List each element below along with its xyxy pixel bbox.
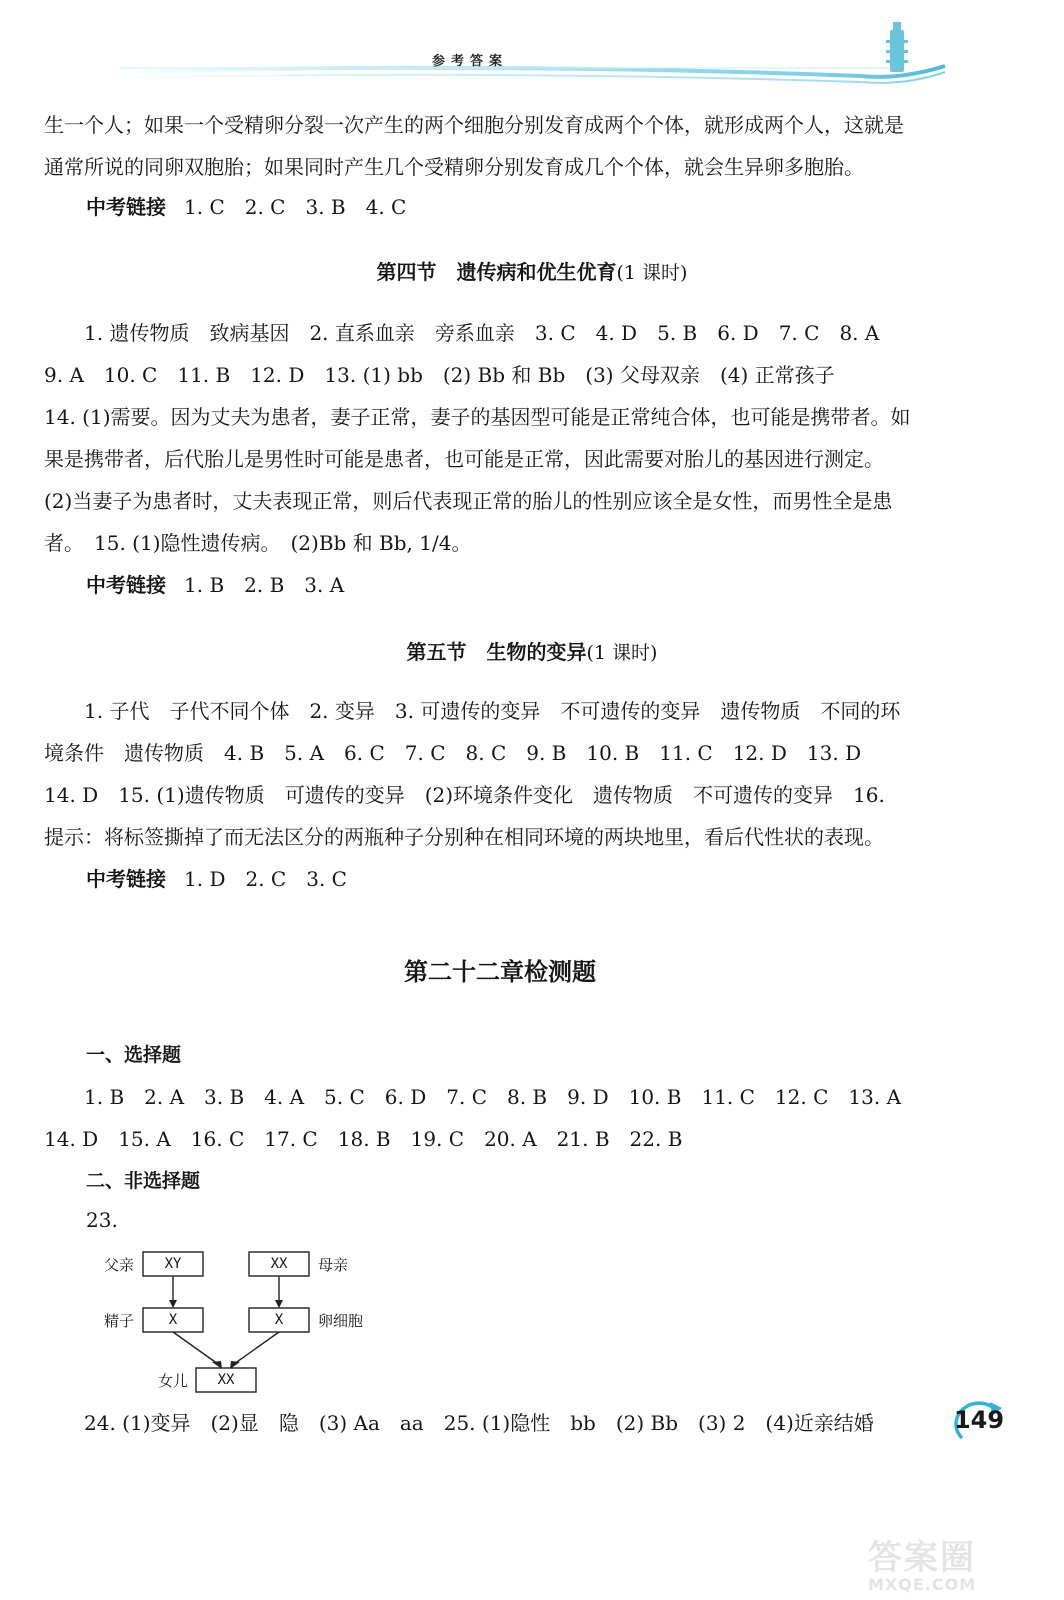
watermark-big: 答案圈	[868, 1538, 976, 1578]
part-1-heading: 一、选择题	[86, 1044, 182, 1066]
page-number: 149	[953, 1406, 1005, 1434]
section-title-text: 第四节 遗传病和优生优育	[376, 260, 617, 284]
arrow-down-icon	[169, 1300, 177, 1308]
watermark-small: MXQE.COM	[868, 1575, 977, 1594]
daughter-label: 女儿	[158, 1372, 189, 1390]
text-line: 境条件 遗传物质 4. B 5. A 6. C 7. C 8. C 9. B 10. B 11. C 12. D 13. D	[44, 741, 862, 765]
text-line: 1. 子代 子代不同个体 2. 变异 3. 可遗传的变异 不可遗传的变异 遗传物质 不同的环	[84, 699, 901, 723]
section-title-text: 第五节 生物的变异	[406, 640, 587, 664]
part-2-heading: 二、非选择题	[86, 1170, 201, 1192]
text-line: 14. D 15. A 16. C 17. C 18. B 19. C 20. A 21. B 22. B	[44, 1127, 683, 1151]
text-line: 生一个人；如果一个受精卵分裂一次产生的两个细胞分别发育成两个个体，就形成两个人，这就是	[44, 113, 904, 137]
egg-genotype: X	[274, 1312, 284, 1328]
page-header	[0, 0, 1064, 100]
exam-link-label: 中考链接	[86, 573, 166, 597]
section-5-title	[0, 636, 1064, 665]
text-line: 提示：将标签撕掉了而无法区分的两瓶种子分别种在相同环境的两块地里，看后代性状的表现。	[44, 825, 884, 849]
text-line: 14. (1)需要。因为丈夫为患者，妻子正常，妻子的基因型可能是正常纯合体，也可能是携带者。如	[44, 405, 911, 429]
exam-link-1	[86, 192, 406, 222]
exam-link-label: 中考链接	[86, 867, 166, 891]
section-5-answers	[44, 690, 949, 858]
page-number-badge	[952, 1400, 1008, 1450]
exam-link-answers: 1. D 2. C 3. C	[184, 867, 347, 891]
tower-icon	[886, 22, 908, 72]
text-line: (2)当妻子为患者时，丈夫表现正常，则后代表现正常的胎儿的性别应该全是女性，而男性全是患	[44, 489, 893, 513]
site-watermark	[868, 1540, 1048, 1595]
text-line: 1. 遗传物质 致病基因 2. 直系血亲 旁系血亲 3. C 4. D 5. B 6. D 7. C 8. A	[84, 321, 880, 345]
header-title: 参考答案	[431, 54, 508, 69]
question-23-label: 23.	[86, 1208, 118, 1232]
section-title-sub: (1 课时)	[586, 642, 658, 664]
exam-link-2	[86, 570, 344, 600]
text-line: 1. B 2. A 3. B 4. A 5. C 6. D 7. C 8. B 9. D 10. B 11. C 12. C 13. A	[84, 1085, 902, 1109]
sperm-genotype: X	[168, 1312, 178, 1328]
section-title-sub: (1 课时)	[616, 262, 688, 284]
mother-label: 母亲	[318, 1256, 349, 1274]
heredity-diagram	[0, 1240, 420, 1400]
text-line: 9. A 10. C 11. B 12. D 13. (1) bb (2) Bb 和 Bb (3) 父母双亲 (4) 正常孩子	[44, 363, 835, 387]
chapter-title: 第二十二章检测题	[404, 958, 596, 986]
exam-link-label: 中考链接	[86, 195, 166, 219]
exam-link-answers: 1. C 2. C 3. B 4. C	[184, 195, 407, 219]
text-line: 通常所说的同卵双胞胎；如果同时产生几个受精卵分别发育成几个个体，就会生异卵多胞胎。	[44, 155, 864, 179]
egg-label: 卵细胞	[318, 1312, 364, 1330]
daughter-genotype: XX	[217, 1372, 235, 1388]
part-1-answers	[44, 1076, 949, 1160]
text-line: 14. D 15. (1)遗传物质 可遗传的变异 (2)环境条件变化 遗传物质 不可遗传的变异 16.	[44, 783, 885, 807]
father-label: 父亲	[104, 1256, 135, 1274]
section-4-answers	[44, 312, 949, 564]
intro-paragraph	[44, 104, 949, 188]
q24-25-answers	[44, 1402, 949, 1444]
father-genotype: XY	[164, 1256, 182, 1272]
section-4-title	[0, 256, 1064, 285]
text-line: 者。 15. (1)隐性遗传病。 (2)Bb 和 Bb, 1/4。	[44, 531, 472, 555]
mother-genotype: XX	[270, 1256, 288, 1272]
text-line: 果是携带者，后代胎儿是男性时可能是患者，也可能是正常，因此需要对胎儿的基因进行测定。	[44, 447, 884, 471]
arrow-down-icon	[275, 1300, 283, 1308]
text-line: 24. (1)变异 (2)显 隐 (3) Aa aa 25. (1)隐性 bb (2) Bb (3) 2 (4)近亲结婚	[84, 1411, 874, 1435]
exam-link-answers: 1. B 2. B 3. A	[184, 573, 345, 597]
sperm-label: 精子	[104, 1312, 135, 1330]
exam-link-3	[86, 864, 347, 894]
